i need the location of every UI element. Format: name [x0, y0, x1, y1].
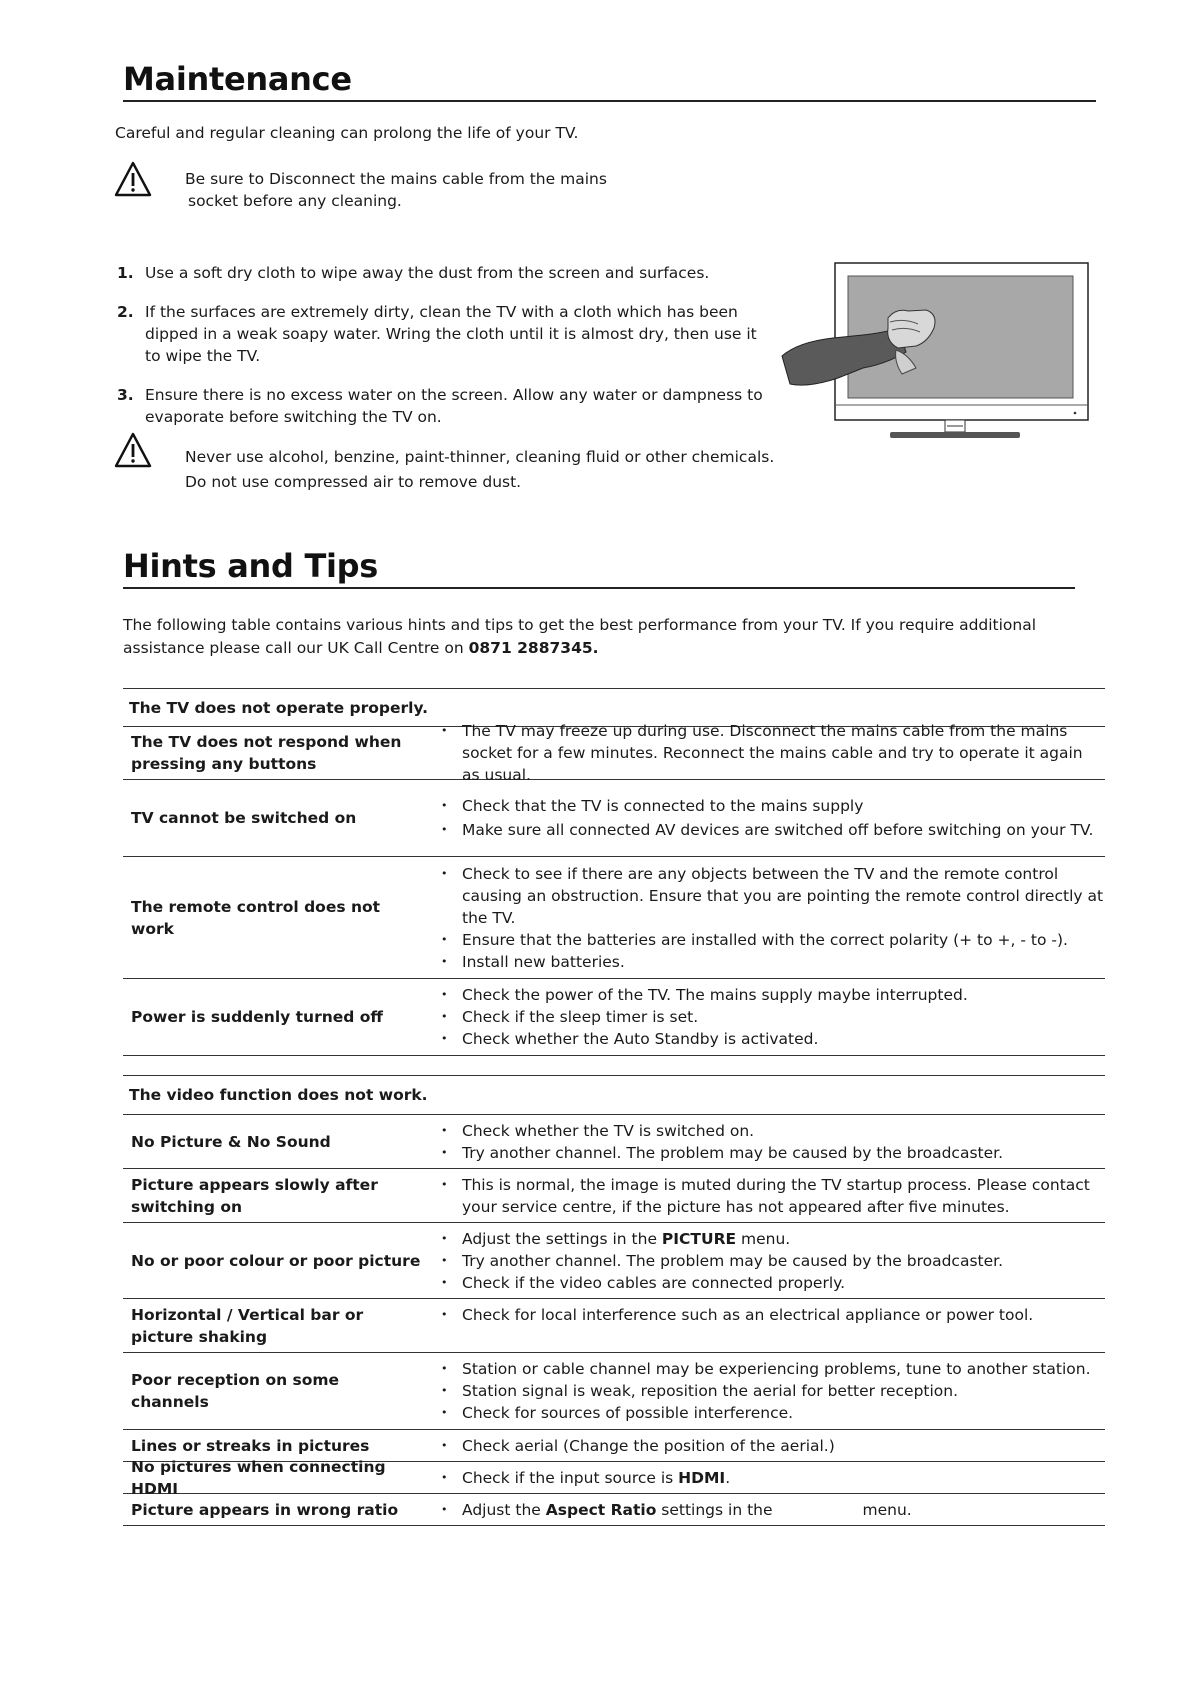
table-row [123, 1223, 1105, 1299]
cause-cell: No pictures when connecting HDMI [131, 1457, 386, 1498]
solution-cell [421, 1115, 1105, 1169]
cause-cell: TV cannot be switched on [131, 809, 357, 827]
table-row [123, 1169, 1105, 1223]
cause-cell: The TV does not respond when pressing any buttons [131, 733, 402, 773]
solution-cell [421, 1465, 1105, 1491]
troubleshoot-table-operation [123, 688, 1105, 1056]
call-centre-number: 0871 2887345. [468, 639, 599, 657]
cause-cell: Picture appears in wrong ratio [131, 1500, 399, 1519]
cause-cell: No or poor colour or poor picture [131, 1251, 421, 1270]
solution-cell [421, 1497, 1105, 1523]
list-item: 2. If the surfaces are extremely dirty, clean the TV with a cloth which has been dipped in a weak soapy water. Wring the cloth until it is almost dry, then use it to wipe the TV. [117, 303, 757, 365]
solution-item: • Ensure that the batteries are installed with the correct polarity (+ to +, - to -). [436, 929, 1105, 951]
cause-cell: Horizontal / Vertical bar or picture shaking [131, 1306, 364, 1346]
maintenance-title: Maintenance [123, 60, 352, 98]
solution-item: • The TV may freeze up during use. Disconnect the mains cable from the mains socket for a few minutes. Reconnect the mains cable and try to operate it again as usual. [436, 720, 1105, 786]
maintenance-rule [123, 100, 1096, 102]
table-row [123, 857, 1105, 979]
solution-item: • Check if the input source is HDMI. [436, 1467, 1105, 1489]
solution-cell [421, 979, 1105, 1055]
cause-cell: Picture appears slowly after switching on [131, 1175, 378, 1216]
warning-chemicals [185, 445, 774, 495]
warning-line: Never use alcohol, benzine, paint-thinner, cleaning fluid or other chemicals. [185, 448, 775, 466]
table-row [123, 1299, 1105, 1353]
table-row [123, 780, 1105, 857]
table-row [123, 1494, 1105, 1526]
solution-cell [421, 1433, 1105, 1459]
solution-item: • Check if the sleep timer is set. [436, 1006, 1105, 1028]
tv-cleaning-illustration [778, 262, 1108, 452]
solution-item: • Make sure all connected AV devices are switched off before switching on your TV. [436, 819, 1105, 841]
solution-item: • Check to see if there are any objects between the TV and the remote control causing an obstruction. Ensure that you are pointing the remote control directly at the TV. [436, 863, 1105, 929]
table-row [123, 979, 1105, 1056]
table-row [123, 1457, 1105, 1498]
solution-item: • Check if the video cables are connected properly. [436, 1272, 1105, 1294]
solution-item: • Try another channel. The problem may be caused by the broadcaster. [436, 1142, 1105, 1164]
solution-item: • Adjust the Aspect Ratio settings in the menu. [436, 1499, 1105, 1521]
list-item: 3. Ensure there is no excess water on the screen. Allow any water or dampness to evaporate before switching the TV on. [117, 386, 763, 426]
solution-item: • Check the power of the TV. The mains supply maybe interrupted. [436, 984, 1105, 1006]
solution-cell [421, 1353, 1105, 1429]
solution-item: • Check that the TV is connected to the mains supply [436, 795, 1105, 817]
cause-cell: Lines or streaks in pictures [131, 1436, 370, 1455]
warning-line: Do not use compressed air to remove dust. [185, 473, 522, 491]
solution-cell [421, 1169, 1105, 1223]
solution-item: • Adjust the settings in the PICTURE menu. [436, 1228, 1105, 1250]
cause-cell: The remote control does not work [131, 897, 381, 938]
troubleshoot-table-video [123, 1075, 1105, 1526]
solution-item: • Install new batteries. [436, 951, 1105, 973]
solution-item: • Try another channel. The problem may be caused by the broadcaster. [436, 1250, 1105, 1272]
table-heading: The video function does not work. [123, 1076, 1105, 1115]
cause-cell: Power is suddenly turned off [131, 1008, 383, 1026]
cleaning-steps [117, 262, 767, 445]
cause-cell: Poor reception on some channels [131, 1371, 340, 1411]
list-item: 1. Use a soft dry cloth to wipe away the dust from the screen and surfaces. [117, 264, 710, 282]
solution-cell [421, 715, 1105, 791]
solution-cell [421, 1223, 1105, 1299]
maintenance-intro: Careful and regular cleaning can prolong the life of your TV. [115, 124, 579, 142]
solution-cell [421, 790, 1105, 846]
solution-item: • Station signal is weak, reposition the aerial for better reception. [436, 1380, 1105, 1402]
solution-cell [421, 1299, 1105, 1331]
solution-item: • This is normal, the image is muted during the TV startup process. Please contact your service centre, if the picture has not appeared after five minutes. [436, 1174, 1105, 1218]
solution-item: • Check for local interference such as an electrical appliance or power tool. [436, 1304, 1105, 1326]
cause-cell: No Picture & No Sound [131, 1132, 331, 1151]
table-heading: The TV does not operate properly. [123, 689, 1105, 727]
solution-cell [421, 858, 1105, 978]
solution-item: • Station or cable channel may be experiencing problems, tune to another station. [436, 1358, 1105, 1380]
table-row [123, 1353, 1105, 1430]
solution-item: • Check whether the TV is switched on. [436, 1120, 1105, 1142]
hints-intro: The following table contains various hints and tips to get the best performance from your TV. If you require additional assistance please call our UK Call Centre on 0871 2887345. [123, 616, 1037, 657]
hints-rule [123, 587, 1075, 589]
warning-disconnect [185, 168, 607, 212]
hints-title: Hints and Tips [123, 547, 378, 585]
solution-item: • Check for sources of possible interference. [436, 1402, 1105, 1424]
warning-triangle-icon [113, 431, 153, 471]
warning-line: Be sure to Disconnect the mains cable from the mains [185, 170, 607, 188]
table-row [123, 722, 1105, 784]
solution-item: • Check aerial (Change the position of the aerial.) [436, 1435, 1105, 1457]
table-row [123, 1115, 1105, 1169]
solution-item: • Check whether the Auto Standby is activated. [436, 1028, 1105, 1050]
warning-line: socket before any cleaning. [188, 192, 402, 210]
warning-triangle-icon [113, 160, 153, 200]
